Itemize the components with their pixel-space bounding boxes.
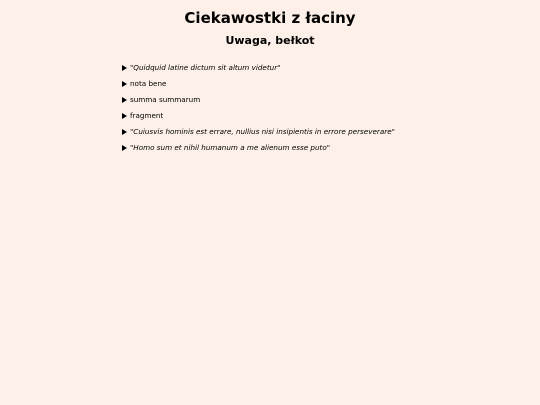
list-item-quidquid[interactable] (122, 62, 395, 78)
item-label: fragment (130, 111, 164, 120)
list-item-fragment[interactable] (122, 110, 395, 126)
triangle-right-icon (122, 81, 127, 87)
list-item-cuiusvis[interactable] (122, 126, 395, 142)
list-item-homo-sum[interactable] (122, 142, 395, 158)
triangle-right-icon (122, 113, 127, 119)
list-item-nota-bene[interactable] (122, 78, 395, 94)
list-item-summa-summarum[interactable] (122, 94, 395, 110)
triangle-right-icon (122, 129, 127, 135)
triangle-right-icon (122, 97, 127, 103)
item-label: "Homo sum et nihil humanum a me alienum esse puto" (130, 143, 331, 152)
item-label: "Cuiusvis hominis est errare, nullius nisi insipientis in errore perseverare" (130, 127, 395, 136)
triangle-right-icon (122, 145, 127, 151)
disclosure-list (122, 62, 395, 158)
page-subtitle: Uwaga, bełkot (225, 34, 315, 47)
item-label: nota bene (130, 79, 167, 88)
page-title: Ciekawostki z łaciny (184, 9, 356, 27)
triangle-right-icon (122, 65, 127, 71)
item-label: "Quidquid latine dictum sit altum videtur" (130, 63, 281, 72)
item-label: summa summarum (130, 95, 201, 104)
